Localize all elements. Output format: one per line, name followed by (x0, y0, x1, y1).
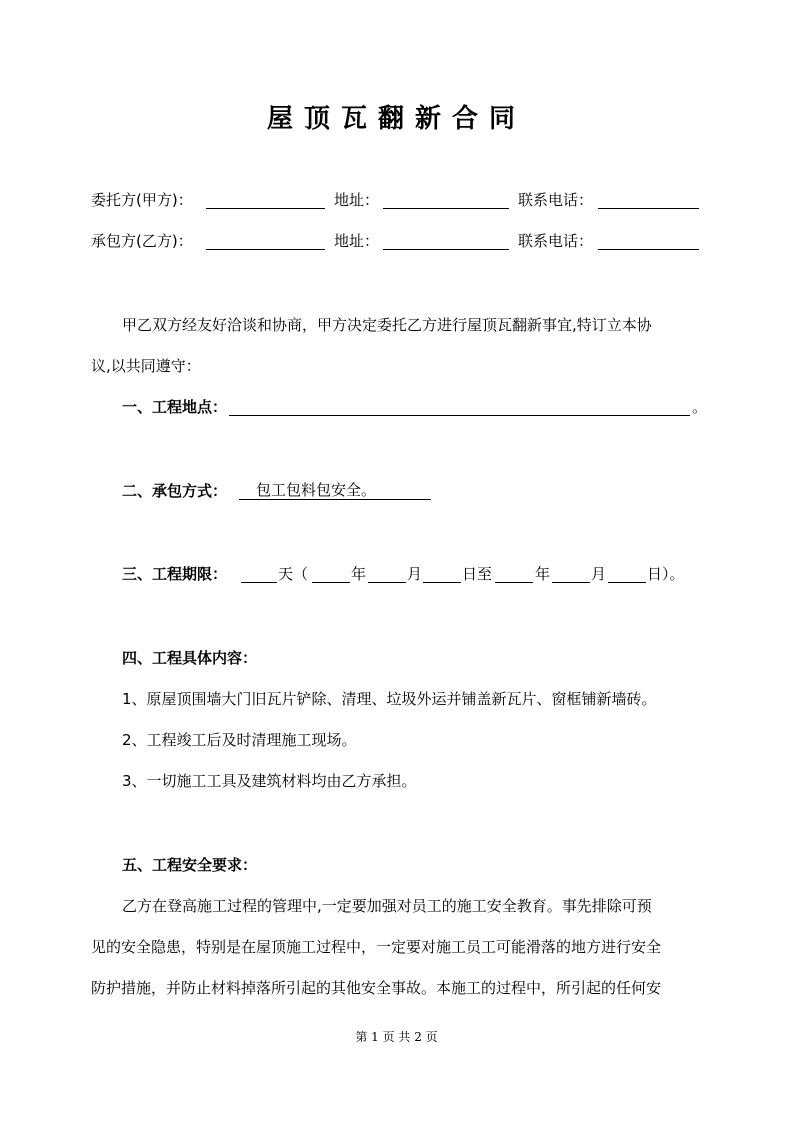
party-a-name-blank (206, 208, 325, 209)
party-a-address-label: 地址： (334, 191, 380, 209)
start-month-label: 月 (407, 565, 423, 583)
intro-line-1: 甲乙双方经友好洽谈和协商，甲方决定委托乙方进行屋顶瓦翻新事宜,特订立本协 (122, 316, 652, 334)
intro-line-2: 议,以共同遵守： (91, 357, 201, 375)
safety-line-1: 乙方在登高施工过程的管理中,一定要加强对员工的施工安全教育。事先排除可预 (122, 897, 652, 915)
section-2-heading: 二、承包方式： (122, 482, 228, 500)
section-5-heading: 五、工程安全要求： (122, 856, 258, 874)
end-year-label: 年 (535, 565, 551, 583)
end-day-label: 日）。 (647, 565, 685, 583)
party-a-label: 委托方(甲方)： (91, 191, 193, 209)
start-day-blank (423, 582, 461, 583)
safety-line-2: 见的安全隐患，特别是在屋顶施工过程中，一定要对施工员工可能滑落的地方进行安全 (91, 938, 662, 956)
party-b-name-blank (206, 249, 325, 250)
section-4-heading: 四、工程具体内容： (122, 649, 258, 667)
days-label: 天（ (278, 565, 309, 583)
work-item-2: 2、工程竣工后及时清理施工现场。 (122, 731, 357, 749)
party-b-phone-label: 联系电话： (518, 232, 594, 250)
party-b-label: 承包方(乙方)： (91, 232, 193, 250)
party-a-address-blank (383, 208, 509, 209)
page-number-footer: 第 1 页 共 2 页 (355, 1030, 438, 1044)
end-month-blank (552, 582, 590, 583)
start-month-blank (368, 582, 406, 583)
start-day-label: 日至 (462, 565, 493, 583)
work-item-1: 1、原屋顶围墙大门旧瓦片铲除、清理、垃圾外运并铺盖新瓦片、窗框铺新墙砖。 (122, 690, 657, 708)
work-item-3: 3、一切施工工具及建筑材料均由乙方承担。 (122, 772, 417, 790)
end-year-blank (495, 582, 533, 583)
section-1-end: 。 (692, 398, 708, 416)
party-b-address-blank (383, 249, 509, 250)
party-a-phone-label: 联系电话： (518, 191, 594, 209)
end-month-label: 月 (591, 565, 607, 583)
section-3-heading: 三、工程期限： (122, 565, 228, 583)
contract-method-value: 包工包料包安全。 (239, 480, 431, 500)
end-day-blank (608, 582, 646, 583)
start-year-label: 年 (351, 565, 367, 583)
project-location-blank (229, 415, 690, 416)
party-a-phone-blank (598, 208, 699, 209)
document-title: 屋顶瓦翻新合同 (266, 104, 526, 134)
safety-line-3: 防护措施，并防止材料掉落所引起的其他安全事故。本施工的过程中，所引起的任何安 (91, 979, 662, 997)
days-blank (241, 582, 277, 583)
section-1-heading: 一、工程地点： (122, 398, 228, 416)
party-b-address-label: 地址： (334, 232, 380, 250)
start-year-blank (312, 582, 350, 583)
party-b-phone-blank (598, 249, 699, 250)
